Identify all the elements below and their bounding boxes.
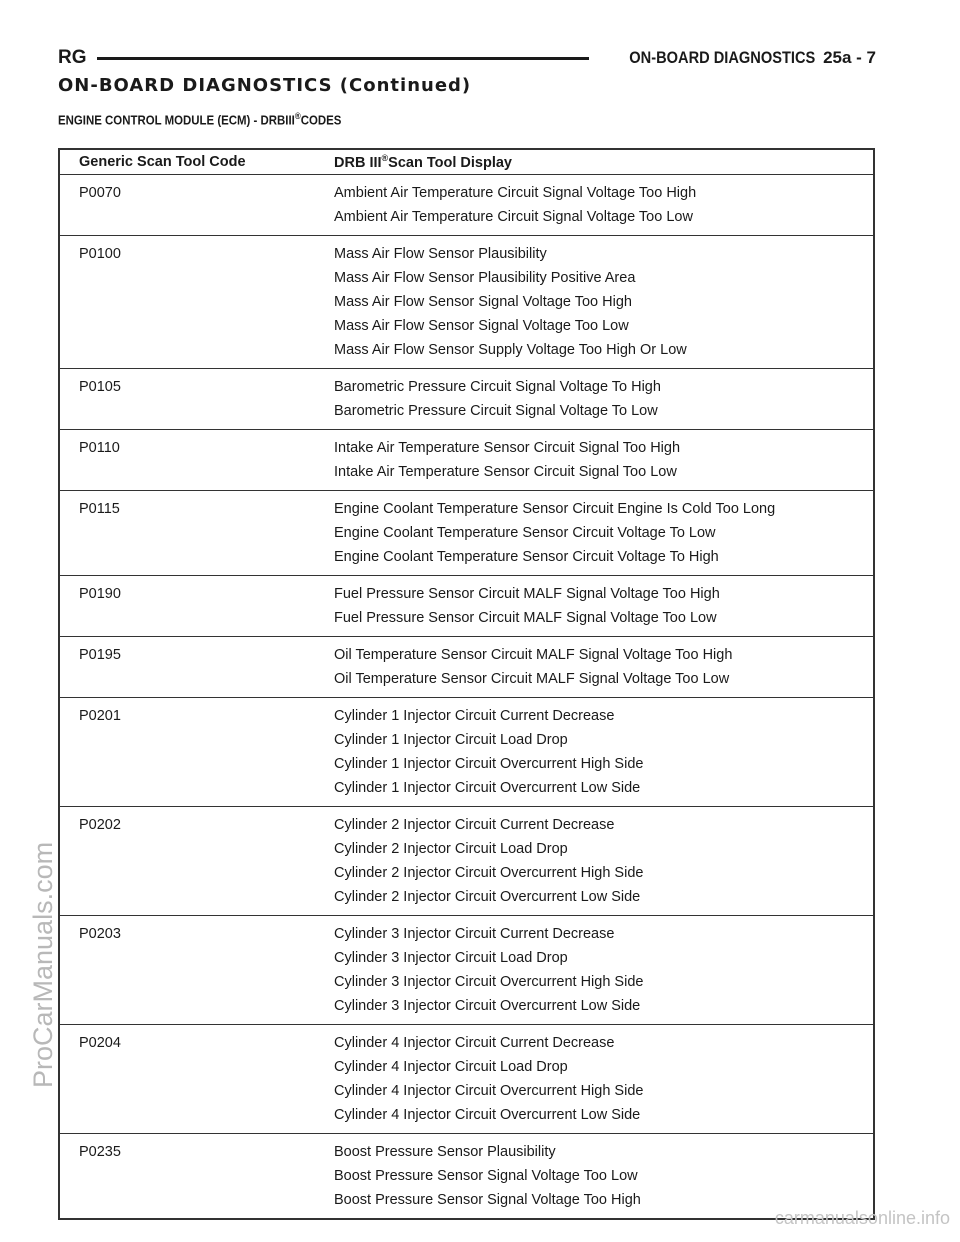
dtc-code: P0115 <box>79 501 120 517</box>
dtc-description: Engine Coolant Temperature Sensor Circuit Voltage To High <box>334 549 719 565</box>
table-row <box>59 698 874 807</box>
dtc-description: Cylinder 2 Injector Circuit Overcurrent Low Side <box>334 889 641 905</box>
dtc-description: Cylinder 2 Injector Circuit Overcurrent High Side <box>334 865 644 881</box>
dtc-description: Cylinder 3 Injector Circuit Overcurrent Low Side <box>334 998 641 1014</box>
dtc-description-cell <box>334 430 874 491</box>
dtc-description: Cylinder 4 Injector Circuit Current Decrease <box>334 1035 615 1051</box>
dtc-description: Intake Air Temperature Sensor Circuit Signal Too High <box>334 440 681 456</box>
dtc-description: Cylinder 1 Injector Circuit Current Decrease <box>334 708 615 724</box>
dtc-code-cell <box>59 637 334 698</box>
dtc-code-cell <box>59 1025 334 1134</box>
column-header-code: Generic Scan Tool Code <box>59 149 334 175</box>
dtc-description: Cylinder 4 Injector Circuit Overcurrent High Side <box>334 1083 644 1099</box>
dtc-description: Oil Temperature Sensor Circuit MALF Signal Voltage Too Low <box>334 671 730 687</box>
table-row <box>59 236 874 369</box>
dtc-description: Cylinder 1 Injector Circuit Overcurrent Low Side <box>334 780 641 796</box>
dtc-description: Mass Air Flow Sensor Signal Voltage Too High <box>334 294 632 310</box>
dtc-code-cell <box>59 576 334 637</box>
dtc-description: Cylinder 4 Injector Circuit Overcurrent Low Side <box>334 1107 641 1123</box>
dtc-description-cell <box>334 491 874 576</box>
dtc-description: Cylinder 2 Injector Circuit Current Decrease <box>334 817 615 833</box>
table-row <box>59 430 874 491</box>
dtc-description: Boost Pressure Sensor Signal Voltage Too High <box>334 1192 641 1208</box>
table-row <box>59 807 874 916</box>
header-rule <box>97 57 589 60</box>
table-row <box>59 916 874 1025</box>
dtc-description: Mass Air Flow Sensor Signal Voltage Too Low <box>334 318 629 334</box>
dtc-description: Cylinder 3 Injector Circuit Overcurrent High Side <box>334 974 644 990</box>
dtc-description: Cylinder 3 Injector Circuit Current Decrease <box>334 926 615 942</box>
table-row <box>59 491 874 576</box>
dtc-code-cell <box>59 175 334 236</box>
dtc-description: Boost Pressure Sensor Plausibility <box>334 1144 556 1160</box>
dtc-description: Oil Temperature Sensor Circuit MALF Signal Voltage Too High <box>334 647 733 663</box>
dtc-description: Boost Pressure Sensor Signal Voltage Too Low <box>334 1168 638 1184</box>
dtc-code-cell <box>59 491 334 576</box>
dtc-code: P0190 <box>79 586 121 602</box>
column-header-display <box>334 149 874 175</box>
dtc-description: Intake Air Temperature Sensor Circuit Signal Too Low <box>334 464 677 480</box>
dtc-code: P0201 <box>79 708 121 724</box>
dtc-code-cell <box>59 807 334 916</box>
dtc-description: Cylinder 2 Injector Circuit Load Drop <box>334 841 568 857</box>
dtc-description: Engine Coolant Temperature Sensor Circuit Engine Is Cold Too Long <box>334 501 776 517</box>
dtc-code: P0195 <box>79 647 121 663</box>
dtc-description: Engine Coolant Temperature Sensor Circuit Voltage To Low <box>334 525 716 541</box>
dtc-description-cell <box>334 807 874 916</box>
dtc-description: Barometric Pressure Circuit Signal Voltage To High <box>334 379 661 395</box>
dtc-code: P0070 <box>79 185 121 201</box>
table-header-row <box>59 149 874 175</box>
dtc-description-cell <box>334 576 874 637</box>
dtc-description-cell <box>334 1134 874 1220</box>
dtc-code: P0100 <box>79 246 121 262</box>
dtc-description-cell <box>334 637 874 698</box>
table-body <box>59 175 874 1220</box>
subsection-title <box>58 111 341 127</box>
dtc-description: Cylinder 4 Injector Circuit Load Drop <box>334 1059 568 1075</box>
column-header-display-prefix: DRB III <box>334 154 382 171</box>
side-watermark: ProCarManuals.com <box>28 841 58 1088</box>
header-title: ON-BOARD DIAGNOSTICS <box>629 48 816 67</box>
dtc-description: Cylinder 3 Injector Circuit Load Drop <box>334 950 568 966</box>
dtc-code-cell <box>59 236 334 369</box>
subsection-title-prefix: ENGINE CONTROL MODULE (ECM) - DRBIII <box>58 112 295 128</box>
dtc-code-cell <box>59 369 334 430</box>
dtc-description: Mass Air Flow Sensor Plausibility Positive Area <box>334 270 636 286</box>
registered-mark: ® <box>381 153 389 164</box>
subsection-title-suffix: CODES <box>300 112 342 128</box>
dtc-code: P0203 <box>79 926 121 942</box>
header-vehicle-code: RG <box>58 47 87 68</box>
table-row <box>59 1025 874 1134</box>
table-row <box>59 576 874 637</box>
dtc-description: Barometric Pressure Circuit Signal Voltage To Low <box>334 403 658 419</box>
dtc-description: Cylinder 1 Injector Circuit Overcurrent High Side <box>334 756 644 772</box>
dtc-code-cell <box>59 1134 334 1220</box>
table-row <box>59 1134 874 1220</box>
dtc-code-cell <box>59 698 334 807</box>
dtc-code-cell <box>59 430 334 491</box>
dtc-description: Cylinder 1 Injector Circuit Load Drop <box>334 732 568 748</box>
page-number: 25a - 7 <box>823 48 876 67</box>
dtc-description: Fuel Pressure Sensor Circuit MALF Signal Voltage Too High <box>334 586 720 602</box>
dtc-description: Ambient Air Temperature Circuit Signal Voltage Too Low <box>334 209 693 225</box>
table-row <box>59 175 874 236</box>
table-row <box>59 637 874 698</box>
dtc-description: Fuel Pressure Sensor Circuit MALF Signal Voltage Too Low <box>334 610 717 626</box>
dtc-code: P0105 <box>79 379 121 395</box>
page-header <box>58 46 876 70</box>
dtc-description: Mass Air Flow Sensor Supply Voltage Too High Or Low <box>334 342 687 358</box>
registered-mark: ® <box>294 111 301 121</box>
dtc-description: Ambient Air Temperature Circuit Signal Voltage Too High <box>334 185 697 201</box>
dtc-description: Mass Air Flow Sensor Plausibility <box>334 246 547 262</box>
dtc-code: P0235 <box>79 1144 121 1160</box>
dtc-table <box>58 148 875 1220</box>
dtc-code-cell <box>59 916 334 1025</box>
dtc-code: P0204 <box>79 1035 121 1051</box>
column-header-display-suffix: Scan Tool Display <box>388 154 512 171</box>
dtc-code: P0202 <box>79 817 121 833</box>
bottom-watermark: carmanualsonline.info <box>774 1208 950 1228</box>
dtc-description-cell <box>334 236 874 369</box>
dtc-code: P0110 <box>79 440 120 456</box>
dtc-description-cell <box>334 1025 874 1134</box>
dtc-description-cell <box>334 175 874 236</box>
section-title: ON-BOARD DIAGNOSTICS (Continued) <box>58 75 472 96</box>
table-row <box>59 369 874 430</box>
dtc-description-cell <box>334 698 874 807</box>
dtc-description-cell <box>334 369 874 430</box>
dtc-description-cell <box>334 916 874 1025</box>
